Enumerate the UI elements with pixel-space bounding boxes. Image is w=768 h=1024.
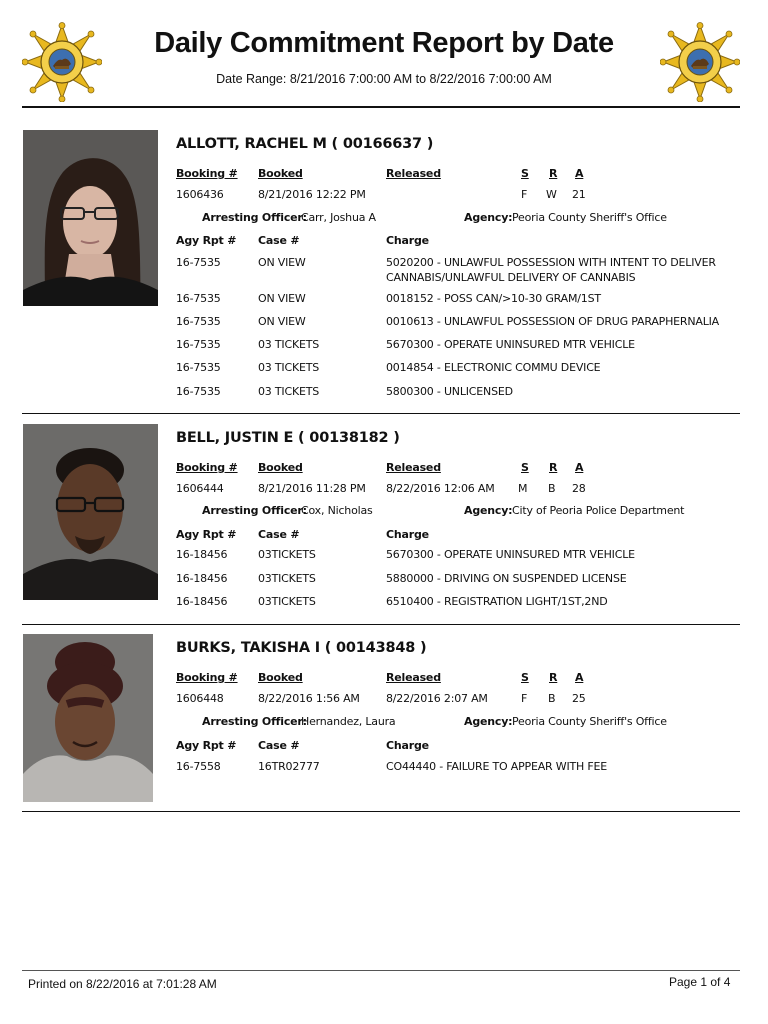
age-value: 25 [572,692,586,705]
booking-header: Booking # [176,167,238,180]
booked-header: Booked [258,671,303,684]
charge-case: ON VIEW [258,256,306,269]
booked-time: 8/21/2016 12:22 PM [258,188,366,201]
case-header: Case # [258,234,300,247]
case-header: Case # [258,739,300,752]
booking-header: Booking # [176,461,238,474]
arresting-officer-value: Cox, Nicholas [301,504,373,517]
inmate-name: ALLOTT, RACHEL M ( 00166637 ) [176,136,434,152]
sex-header: S [521,167,529,180]
charge-case: 16TR02777 [258,760,320,773]
sex-header: S [521,461,529,474]
sex-value: M [518,482,528,495]
arresting-officer-label: Arresting Officer: [202,211,307,224]
sex-value: F [521,188,528,201]
charge-description: 5670300 - OPERATE UNINSURED MTR VEHICLE [386,338,635,351]
sex-header: S [521,671,529,684]
case-header: Case # [258,528,300,541]
race-header: R [549,671,558,684]
date-range: Date Range: 8/21/2016 7:00:00 AM to 8/22/2016 7:00:00 AM [216,72,552,86]
charge-rpt: 16-7535 [176,292,221,305]
charge-description: 0014854 - ELECTRONIC COMMU DEVICE [386,361,601,374]
booked-header: Booked [258,167,303,180]
agy-rpt-header: Agy Rpt # [176,234,237,247]
agy-rpt-header: Agy Rpt # [176,739,237,752]
charge-case: 03 TICKETS [258,361,320,374]
arresting-officer-label: Arresting Officer: [202,715,307,728]
charge-case: 03 TICKETS [258,338,320,351]
charge-header: Charge [386,739,429,752]
agy-rpt-header: Agy Rpt # [176,528,237,541]
age-header: A [575,461,584,474]
charge-description: 5880000 - DRIVING ON SUSPENDED LICENSE [386,572,627,585]
charge-rpt: 16-18456 [176,595,228,608]
charge-description: 5020200 - UNLAWFUL POSSESSION WITH INTENT TO DELIVER CANNABIS/UNLAWFUL DELIVERY OF CANNABIS [386,256,716,284]
arresting-officer-value: Hernandez, Laura [301,715,396,728]
charge-rpt: 16-7535 [176,256,221,269]
charge-description: CO44440 - FAILURE TO APPEAR WITH FEE [386,760,608,773]
agency-value: Peoria County Sheriff's Office [512,211,667,224]
charge-description: 5670300 - OPERATE UNINSURED MTR VEHICLE [386,548,635,561]
booked-time: 8/21/2016 11:28 PM [258,482,366,495]
released-time: 8/22/2016 2:07 AM [386,692,488,705]
charge-rpt: 16-7558 [176,760,221,773]
booking-number: 1606448 [176,692,224,705]
released-header: Released [386,167,441,180]
booked-time: 8/22/2016 1:56 AM [258,692,360,705]
printed-timestamp: Printed on 8/22/2016 at 7:01:28 AM [28,977,217,991]
charge-rpt: 16-7535 [176,361,221,374]
charge-rpt: 16-7535 [176,338,221,351]
booking-header: Booking # [176,671,238,684]
charge-rpt: 16-18456 [176,572,228,585]
charge-case: 03 TICKETS [258,385,320,398]
released-time: 8/22/2016 12:06 AM [386,482,495,495]
charge-header: Charge [386,234,429,247]
race-value: B [548,692,556,705]
charge-rpt: 16-7535 [176,315,221,328]
race-header: R [549,461,558,474]
released-header: Released [386,671,441,684]
agency-label: Agency: [464,504,513,517]
arresting-officer-label: Arresting Officer: [202,504,307,517]
charge-rpt: 16-7535 [176,385,221,398]
sex-value: F [521,692,528,705]
race-value: B [548,482,556,495]
booking-number: 1606436 [176,188,224,201]
charge-case: 03TICKETS [258,572,316,585]
age-header: A [575,167,584,180]
released-header: Released [386,461,441,474]
booked-header: Booked [258,461,303,474]
agency-value: Peoria County Sheriff's Office [512,715,667,728]
charge-description: 5800300 - UNLICENSED [386,385,513,398]
inmate-name: BELL, JUSTIN E ( 00138182 ) [176,430,400,446]
record-divider [22,811,740,812]
report-title: Daily Commitment Report by Date [154,27,614,59]
booking-number: 1606444 [176,482,224,495]
age-value: 21 [572,188,586,201]
charge-header: Charge [386,528,429,541]
mugshot-photo [23,634,153,802]
agency-label: Agency: [464,211,513,224]
header-divider [22,106,740,108]
charge-case: 03TICKETS [258,548,316,561]
page-indicator: Page 1 of 4 [669,975,731,989]
charge-case: 03TICKETS [258,595,316,608]
age-value: 28 [572,482,586,495]
agency-label: Agency: [464,715,513,728]
race-header: R [549,167,558,180]
arresting-officer-value: Carr, Joshua A [301,211,376,224]
inmate-name: BURKS, TAKISHA I ( 00143848 ) [176,640,427,656]
charge-case: ON VIEW [258,315,306,328]
footer-divider [22,970,740,971]
charge-description: 0018152 - POSS CAN/>10-30 GRAM/1ST [386,292,601,305]
charge-description: 6510400 - REGISTRATION LIGHT/1ST,2ND [386,595,608,608]
charge-rpt: 16-18456 [176,548,228,561]
mugshot-photo [23,424,158,600]
record-divider [22,624,740,625]
age-header: A [575,671,584,684]
race-value: W [546,188,557,201]
record-divider [22,413,740,414]
charge-case: ON VIEW [258,292,306,305]
mugshot-photo [23,130,158,306]
agency-value: City of Peoria Police Department [512,504,685,517]
charge-description: 0010613 - UNLAWFUL POSSESSION OF DRUG PARAPHERNALIA [386,315,720,328]
